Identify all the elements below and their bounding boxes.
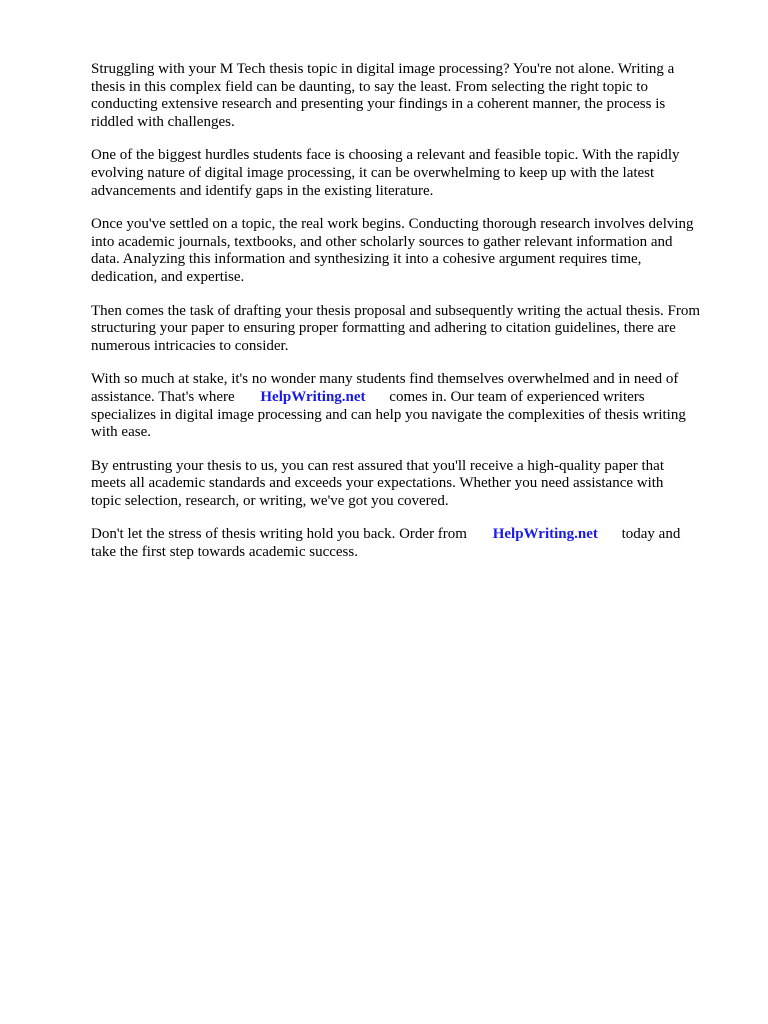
paragraph-order-text-before: Don't let the stress of thesis writing hold you back. Order from [91,526,471,543]
paragraph-assistance-text-after: comes in. Our team of experienced writers specializes in digital image processing and can help you navigate the complexities of thesis writing with ease. [91,388,686,441]
paragraph-topic-hurdles: One of the biggest hurdles students face is choosing a relevant and feasible topic. With the rapidly evolving nature of digital image processing, it can be overwhelming to keep up with the latest advancements and identify gaps in the existing literature. [91,147,680,199]
paragraph-order [91,526,731,561]
paragraph-assistance-text-before: With so much at stake, it's no wonder many students find themselves overwhelmed and in need of assistance. That's where [91,371,679,405]
paragraph-assistance [91,371,731,441]
paragraph-order-text-after: today and take the first step towards academic success. [91,526,681,561]
document-body [91,61,731,578]
paragraph-drafting: Then comes the task of drafting your thesis proposal and subsequently writing the actual thesis. From structuring your paper to ensuring proper formatting and adhering to citation guidelines, there are numerous intricacies to consider. [91,302,701,354]
paragraph-intro: Struggling with your M Tech thesis topic in digital image processing? You're not alone. Writing a thesis in this complex field can be daunting, to say the least. From selecting the right topic to conducting extensive research and presenting your findings in a coherent manner, the process is riddled with challenges. [91,61,675,130]
helpwriting-link-order[interactable]: HelpWriting.net [492,526,598,543]
helpwriting-link[interactable]: HelpWriting.net [260,388,366,405]
paragraph-research: Once you've settled on a topic, the real work begins. Conducting thorough research involves delving into academic journals, textbooks, and other scholarly sources to gather relevant information and data. Analyzing this information and synthesizing it into a cohesive argument requires time, dedication, and expertise. [91,216,694,285]
paragraph-entrusting: By entrusting your thesis to us, you can rest assured that you'll receive a high-quality paper that meets all academic standards and exceeds your expectations. Whether you need assistance with topic selection, research, or writing, we've got you covered. [91,457,664,509]
